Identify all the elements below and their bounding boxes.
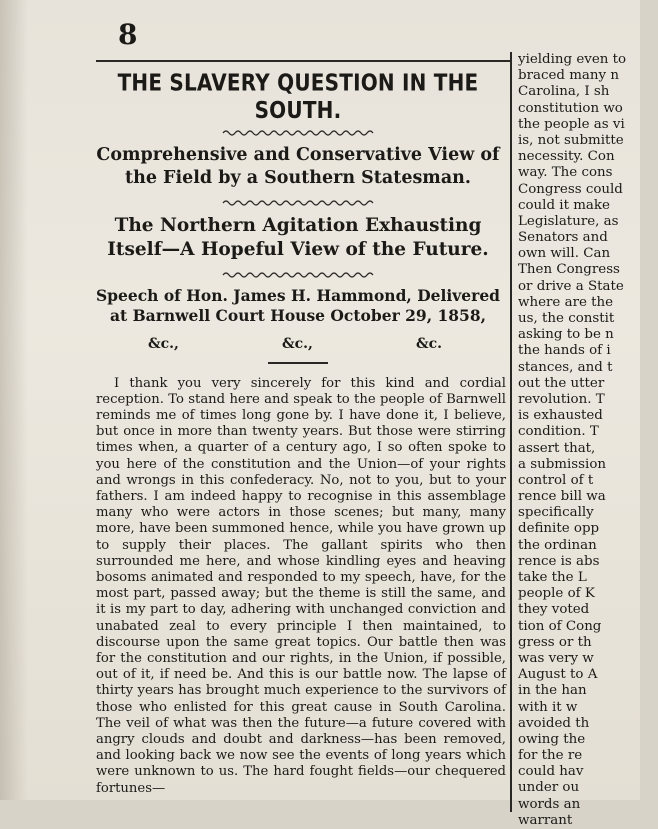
speech-body: I thank you very sincerely for this kind and cordial reception. To stand here and speak to the people of Barnwell reminds me of times long gone by. I have done it, I believe, but once in more than twenty years. But those were stirring times when, a quarter of a century ago, I so often spoke to you here of the constitution and the Union—of your rights and wrongs in this confederacy. No, not to you, but to your fathers. I am indeed happy to recognise in this assemblage many who were actors in those scenes; but many, many more, have been summoned hence, while you have grown up to supply their places. The gallant spirits who then surrounded me here, and whose kindling eyes and heaving bosoms animated and responded to my speech, have, for the most part, passed away; but the theme is still the same, and it is my part to day, adhering with unchanged conviction and unabated zeal to every principle I then maintained, to discourse upon the same great topics. Our battle then was for the constitution and our rights, in the Union, if possible, out of it, if need be. And this is our battle now. The lapse of thirty years has brought much experience to the survivors of those who enlisted for this great cause in South Carolina. The veil of what was then the future—a future covered with angry clouds and doubt and darkness—has been removed, and looking back we now see the events of long years which were unknown to us. The hard fought fields—our chequered fortunes— — [96, 375, 506, 796]
adjacent-column-line: take the L — [518, 570, 587, 585]
adjacent-column-line: owing the — [518, 731, 586, 747]
etc-mark: &c., — [281, 336, 313, 352]
deck-northern-agitation: The Northern Agitation Exhausting Itself—A Hopeful View of the Future. — [107, 215, 489, 260]
page-edge-shadow — [0, 0, 28, 800]
adjacent-column-line: warrant — [518, 812, 573, 828]
adjacent-column-line: Senators and — [518, 230, 608, 246]
adjacent-column-line: tion of Cong — [518, 618, 602, 634]
short-rule — [268, 362, 328, 364]
adjacent-column-line: gress or th — [518, 634, 592, 650]
adjacent-column-line: with it w — [518, 699, 578, 715]
adjacent-column-line: specifically — [518, 505, 594, 521]
wavy-divider — [223, 270, 373, 280]
adjacent-column-line: out the utter — [518, 375, 605, 391]
adjacent-column-line: definite opp — [518, 521, 600, 537]
adjacent-column-line: avoided th — [518, 715, 590, 731]
adjacent-column-line: could hav — [518, 764, 584, 780]
adjacent-column — [518, 52, 658, 829]
adjacent-column-line: the hands of i — [518, 343, 611, 359]
adjacent-column-line: a submission — [518, 456, 607, 472]
adjacent-column-line: necessity. Con — [518, 149, 615, 165]
adjacent-column-line: asking to be n — [518, 327, 614, 343]
etc-row — [88, 336, 508, 352]
deck-speech: Speech of Hon. James H. Hammond, Delivered at Barnwell Court House October 29, 1858, — [95, 286, 501, 325]
adjacent-column-line: way. The cons — [518, 165, 613, 181]
adjacent-column-line: or drive a State — [518, 278, 624, 294]
adjacent-column-line: rence is abs — [518, 553, 600, 569]
adjacent-column-line: us, the constit — [518, 311, 615, 326]
adjacent-column-line: under ou — [518, 780, 580, 796]
adjacent-column-line: they voted — [518, 602, 590, 618]
adjacent-column-line: rence bill wa — [518, 489, 606, 505]
adjacent-column-line: is, not submitte — [518, 132, 624, 148]
adjacent-column-line: where are the — [518, 294, 614, 310]
adjacent-column-line: in the han — [518, 683, 587, 699]
column-rule — [510, 52, 512, 812]
adjacent-column-line: the ordinan — [518, 537, 597, 553]
adjacent-column-line: was very w — [518, 650, 594, 666]
adjacent-column-line: stances, and t — [518, 359, 613, 375]
adjacent-column-line: condition. T — [518, 424, 599, 440]
adjacent-column-line: could it make — [518, 197, 610, 213]
adjacent-column-line: revolution. T — [518, 391, 605, 407]
adjacent-column-line: August to A — [518, 667, 598, 683]
adjacent-column-line: for the re — [518, 748, 583, 764]
headline: THE SLAVERY QUESTION IN THE SOUTH. — [117, 68, 479, 124]
adjacent-column-line: control of t — [518, 472, 594, 488]
page-number: 8 — [118, 18, 139, 51]
article-column — [88, 62, 508, 797]
adjacent-column-line: braced many n — [518, 68, 619, 84]
etc-mark: &c. — [415, 336, 442, 352]
adjacent-column-line: own will. Can — [518, 246, 611, 262]
adjacent-column-line: words an — [518, 796, 581, 812]
adjacent-column-line: constitution wo — [518, 100, 623, 116]
adjacent-column-line: assert that, — [518, 440, 596, 456]
wavy-divider — [223, 198, 373, 208]
wavy-divider — [223, 128, 373, 138]
adjacent-column-line: Carolina, I sh — [518, 84, 610, 100]
adjacent-column-line: is exhausted — [518, 408, 603, 424]
adjacent-column-line: Legislature, as — [518, 213, 619, 229]
adjacent-column-line: the people as vi — [518, 116, 625, 132]
adjacent-column-line: yielding even to — [518, 52, 627, 67]
deck-comprehensive: Comprehensive and Conservative View of the Field by a Southern Statesman. — [96, 145, 500, 188]
etc-mark: &c., — [148, 336, 179, 352]
adjacent-column-line: Then Congress — [518, 262, 620, 278]
adjacent-column-line: people of K — [518, 586, 595, 602]
adjacent-column-line: Congress could — [518, 181, 623, 197]
